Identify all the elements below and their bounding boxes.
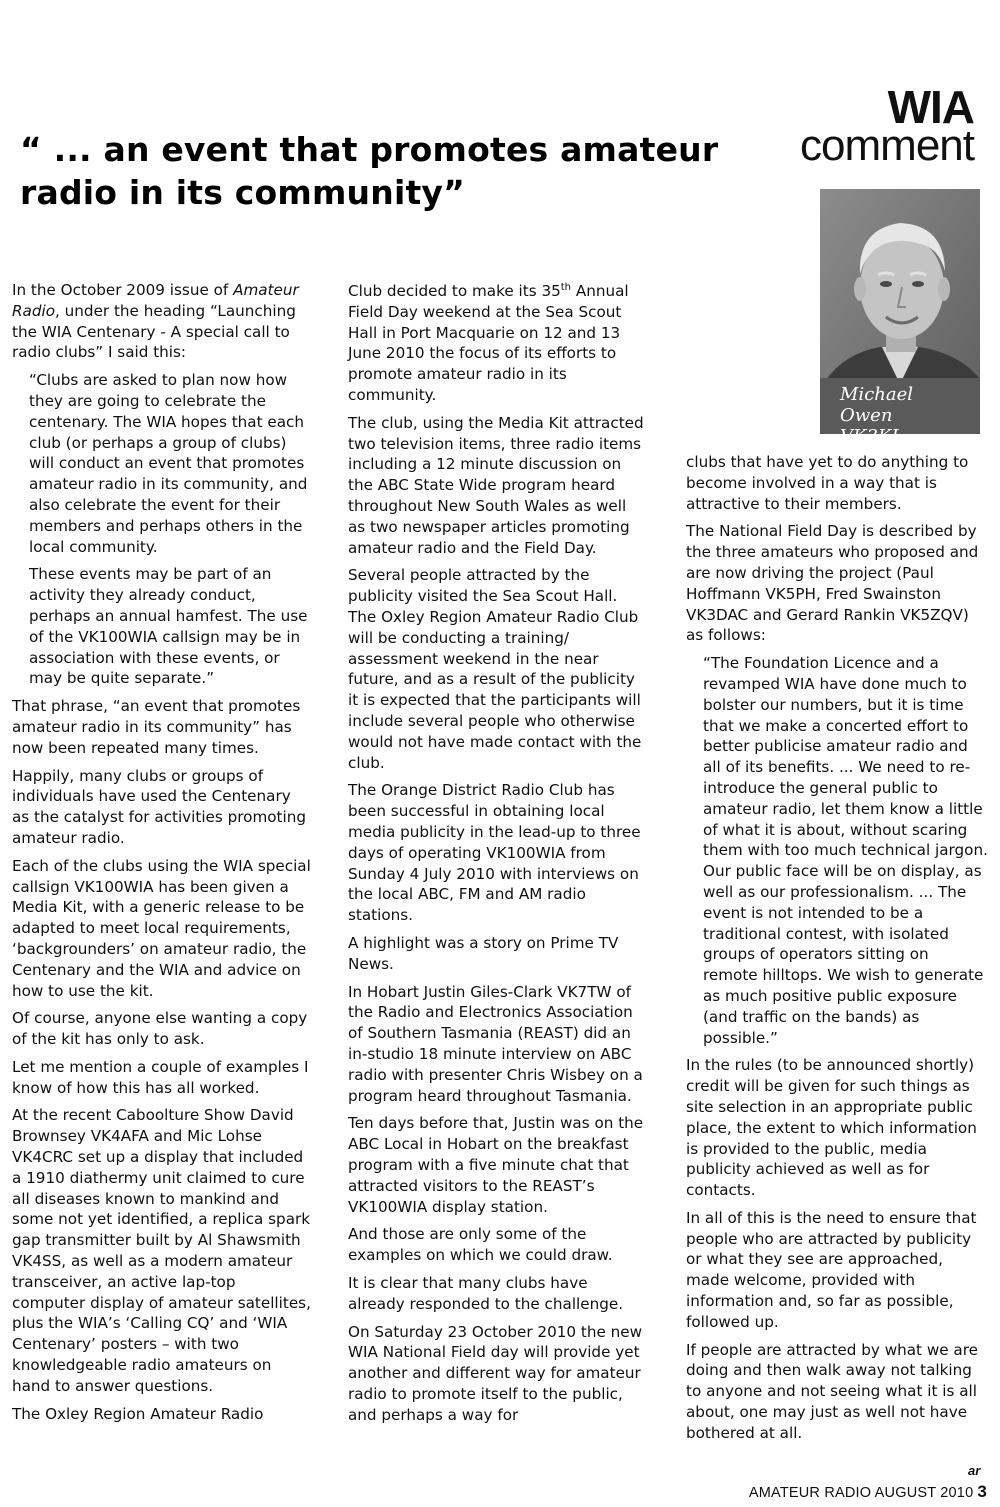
end-of-article-mark: ar xyxy=(968,1463,981,1478)
ordinal-suffix: th xyxy=(560,282,572,293)
paragraph-text: , under the heading “Launching the WIA Centenary - A special call to radio clubs” I said this: xyxy=(12,301,296,362)
paragraph: A highlight was a story on Prime TV News. xyxy=(348,933,619,973)
quoted-paragraph: “The Foundation Licence and a revamped WIA have done much to bolster our numbers, but it is time that we make a concerted effort to better publicise amateur radio and all of its benefits. ... We need to re-introduce the general public to amateur radio, let them know a little of what it is about, without scaring them with too much technical jargon. Our public face will be on display, as well as our professionalism. ... The event is not intended to be a traditional contest, with isolated groups of operators sitting on remote hilltops. We wish to generate as much positive public exposure (and traffic on the bands) as possible.” xyxy=(703,654,988,1047)
paragraph: That phrase, “an event that promotes amateur radio in its community” has now been repeated many times. xyxy=(12,697,301,757)
caption-name: Michael Owen xyxy=(840,384,914,426)
paragraph: The National Field Day is described by the three amateurs who proposed and are now driving the project (Paul Hoffmann VK5PH, Fred Swainston VK3DAC and Gerard Rankin VK5ZQV) as follows: xyxy=(686,522,979,645)
paragraph: In all of this is the need to ensure that people who are attracted by publicity or what they see are approached, made welcome, provided with information and, so far as possible, followed up. xyxy=(686,1208,977,1331)
paragraph: Several people attracted by the publicity visited the Sea Scout Hall. The Oxley Region Amateur Radio Club will be conducting a training/ assessment weekend in the near future, and as a result of the publicity it is expected that the participants will include several people who otherwise would not have made contact with the club. xyxy=(348,566,642,772)
paragraph: clubs that have yet to do anything to become involved in a way that is attractive to their members. xyxy=(686,453,969,513)
paragraph-text: Club decided to make its 35 xyxy=(348,282,561,301)
paragraph: Of course, anyone else wanting a copy of the kit has only to ask. xyxy=(12,1009,308,1049)
paragraph: The Orange District Radio Club has been successful in obtaining local media publicity in the lead-up to three days of operating VK100WIA from Sunday 4 July 2010 with interviews on the local ABC, FM and AM radio stations. xyxy=(348,781,641,925)
article-column-2 xyxy=(348,278,648,1433)
paragraph xyxy=(348,278,648,406)
paragraph xyxy=(12,280,312,363)
paragraph: The Oxley Region Amateur Radio xyxy=(12,1404,264,1423)
page-footer xyxy=(749,1482,987,1502)
paragraph: On Saturday 23 October 2010 the new WIA National Field day will provide yet another and different way for amateur radio to promote itself to the public, and perhaps a way for xyxy=(348,1322,643,1424)
paragraph: In the rules (to be announced shortly) credit will be given for such things as site selection in an appropriate public place, the extent to which information is provided to the public, media publicity achieved as well as for contacts. xyxy=(686,1056,977,1200)
paragraph-text: Annual Field Day weekend at the Sea Scout Hall in Port Macquarie on 12 and 13 June 2010 the focus of its efforts to promote amateur radio in its community. xyxy=(348,282,629,405)
paragraph: In Hobart Justin Giles-Clark VK7TW of the Radio and Electronics Association of Southern Tasmania (REAST) did an in-studio 18 minute interview on ABC radio with presenter Chris Wisbey on a program heard throughout Tasmania. xyxy=(348,982,643,1105)
page-number: 3 xyxy=(977,1482,987,1501)
headline: “ ... an event that promotes amateur radio in its community” xyxy=(20,130,719,212)
paragraph: It is clear that many clubs have already responded to the challenge. xyxy=(348,1273,624,1313)
caption-callsign: VK3KI xyxy=(840,426,899,447)
quoted-paragraph: These events may be part of an activity they already conduct, perhaps an annual hamfest. The use of the VK100WIA callsign may be in association with these events, or may be quite separate.” xyxy=(29,565,308,688)
publication-title: Amateur Radio xyxy=(12,281,299,320)
article-column-3 xyxy=(686,452,988,1451)
section-masthead xyxy=(800,81,974,170)
paragraph: And those are only some of the examples on which we could draw. xyxy=(348,1225,613,1265)
paragraph-text: In the October 2009 issue of xyxy=(12,281,234,299)
footer-publication: AMATEUR RADIO AUGUST 2010 xyxy=(748,1485,974,1501)
section-title-wia: WIA xyxy=(887,81,974,133)
quoted-paragraph: “Clubs are asked to plan now how they are going to celebrate the centenary. The WIA hopes that each club (or perhaps a group of clubs) will conduct an event that promotes amateur radio in its community, and also celebrate the event for their members and perhaps others in the local community. xyxy=(29,371,308,556)
paragraph: At the recent Caboolture Show David Brownsey VK4AFA and Mic Lohse VK4CRC set up a display that included a 1910 diathermy unit claimed to cure all diseases known to mankind and some not yet identified, a replica spark gap transmitter built by Al Shawsmith VK4SS, as well as a modern amateur transceiver, an active lap-top computer display of amateur satellites, plus the WIA’s ‘Calling CQ’ and ‘WIA Centenary’ posters – with two knowledgeable radio amateurs on hand to answer questions. xyxy=(12,1106,311,1395)
section-title-comment: comment xyxy=(800,121,974,170)
photo-caption xyxy=(820,378,980,447)
paragraph: If people are attracted by what we are doing and then walk away not talking to anyone and not seeing what it is all about, one may just as well not have bothered at all. xyxy=(686,1340,978,1442)
paragraph: Each of the clubs using the WIA special callsign VK100WIA has been given a Media Kit, with a generic release to be adapted to meet local requirements, ‘backgrounders’ on amateur radio, the Centenary and the WIA and advice on how to use the kit. xyxy=(12,856,311,1000)
paragraph: The club, using the Media Kit attracted two television items, three radio items including a 12 minute discussion on the ABC State Wide program heard throughout New South Wales as well as two newspaper articles promoting amateur radio and the Field Day. xyxy=(348,413,644,557)
paragraph: Let me mention a couple of examples I know of how this has all worked. xyxy=(12,1057,309,1097)
paragraph: Ten days before that, Justin was on the ABC Local in Hobart on the breakfast program with a five minute chat that attracted visitors to the REAST’s VK100WIA display station. xyxy=(348,1114,644,1216)
author-photo xyxy=(820,189,980,447)
paragraph: Happily, many clubs or groups of individuals have used the Centenary as the catalyst for activities promoting amateur radio. xyxy=(12,766,306,847)
article-column-1 xyxy=(12,280,312,1431)
